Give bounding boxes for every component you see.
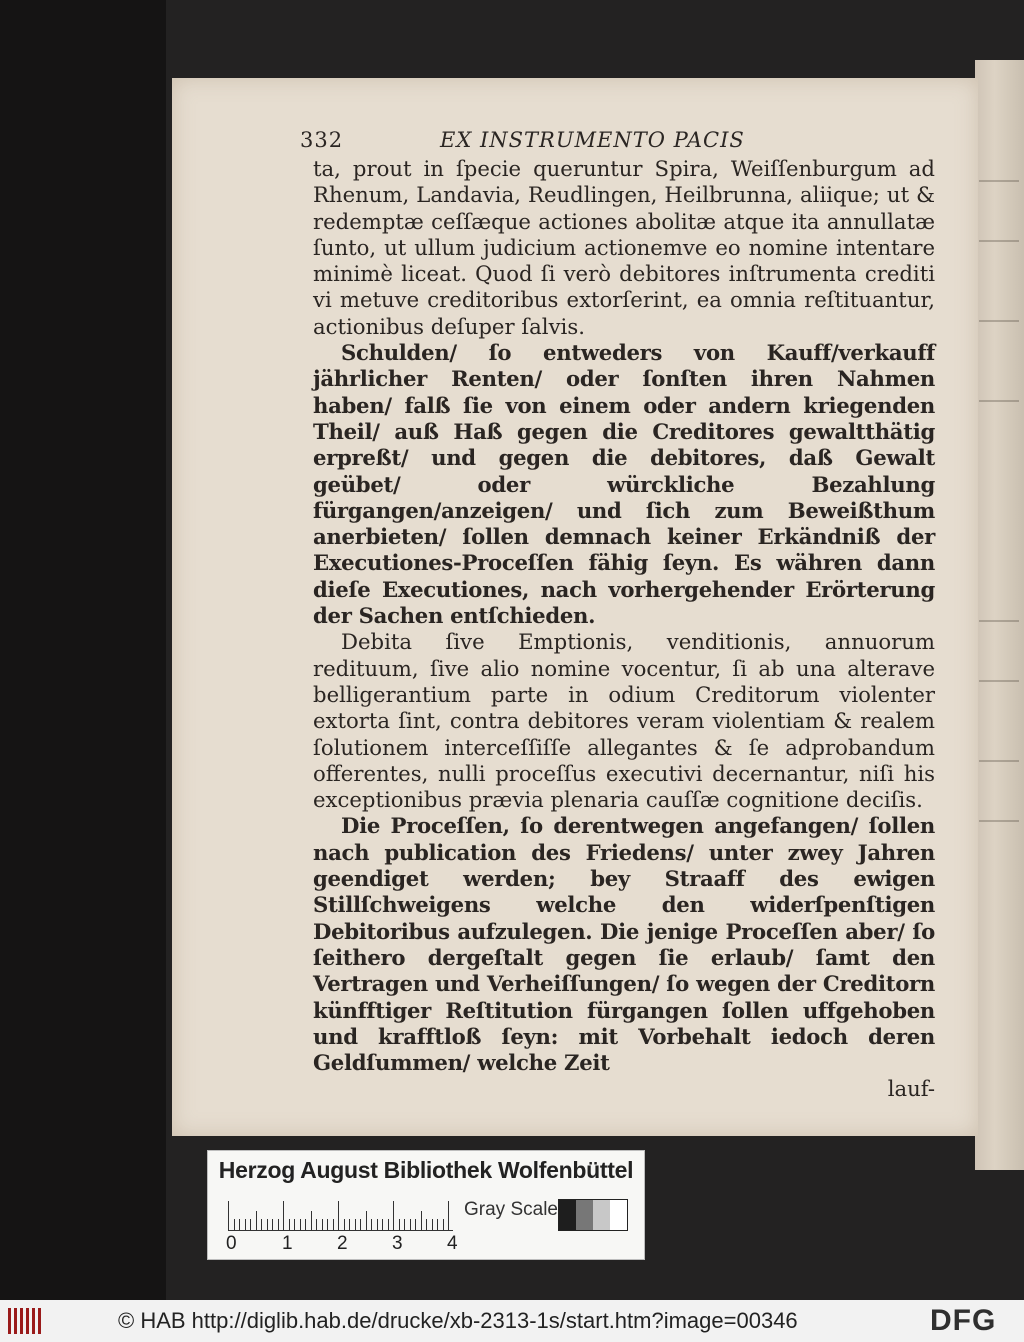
ruler-tick <box>228 1201 229 1231</box>
catchword: lauf- <box>887 1076 935 1102</box>
ruler-tick <box>344 1219 345 1231</box>
ruler-tick <box>272 1219 273 1231</box>
ruler-tick <box>267 1219 268 1231</box>
ruler-tick <box>338 1201 339 1231</box>
ruler-number: 3 <box>392 1233 403 1254</box>
footer-bar <box>0 1300 1024 1342</box>
ruler-tick <box>382 1219 383 1231</box>
ruler <box>228 1195 453 1231</box>
gray-swatches <box>558 1199 628 1231</box>
hab-logo-icon <box>8 1308 42 1334</box>
ruler-tick <box>393 1201 394 1231</box>
ruler-tick <box>443 1219 444 1231</box>
ruler-tick <box>234 1219 235 1231</box>
source-link[interactable]: © HAB http://diglib.hab.de/drucke/xb-2313-1s/start.htm?image=00346 <box>118 1308 798 1333</box>
paragraph-german-2: Die Proceſſen, ſo derentwegen angefangen/ ſollen nach publication des Friedens/ unter zwey Jahren geendiget werden; bey Straaff des ewigen Stillſchweigens welche den widerſpenſtigen Debitoribus aufzulegen. Die jenige Proceſſen aber/ ſo ſeithero dergeſtalt gegen ſie erlaub/ ſamt den Vertragen und Verheiſſungen/ ſo wegen der Creditorn künfftiger Reſtitution fürgangen ſollen uffgehoben und krafftloß ſeyn: mit Vorbehalt iedoch deren Geldſummen/ welche Zeit <box>313 813 935 1076</box>
ruler-tick <box>437 1219 438 1231</box>
ruler-tick <box>245 1219 246 1231</box>
gray-scale-target <box>207 1150 645 1260</box>
ruler-tick <box>371 1219 372 1231</box>
ruler-number: 2 <box>337 1233 348 1254</box>
ruler-number: 0 <box>226 1233 237 1254</box>
ruler-tick <box>333 1219 334 1231</box>
ruler-tick <box>322 1219 323 1231</box>
ruler-tick <box>415 1219 416 1231</box>
ruler-number: 1 <box>282 1233 293 1254</box>
institution-name: Herzog August Bibliothek Wolfenbüttel <box>218 1157 634 1183</box>
page-header <box>300 128 940 154</box>
ruler-tick <box>388 1219 389 1231</box>
ruler-tick <box>316 1219 317 1231</box>
dfg-logo: DFG <box>930 1304 997 1337</box>
ruler-tick <box>289 1219 290 1231</box>
gray-scale-label: Gray Scale <box>464 1199 558 1220</box>
ruler-tick <box>349 1219 350 1231</box>
ruler-tick <box>426 1219 427 1231</box>
ruler-tick <box>360 1219 361 1231</box>
ruler-tick <box>404 1219 405 1231</box>
paragraph-german-1: Schulden/ ſo entweders von Kauff/verkauff jährlicher Renten/ oder ſonſten ihren Nahmen haben/ falß ſie von einem oder andern kriegenden Theil/ auß Haß gegen die Creditores gewaltthätig erpreßt/ und gegen die debitores, daß Gewalt geübet/ oder würckliche Bezahlung fürgangen/anzeigen/ und ſich zum Beweißthum anerbieten/ ſollen demnach keiner Erkändniß der Executiones-Proceſſen fähig ſeyn. Es währen dann dieſe Executiones, nach vorhergehender Erörterung der Sachen entſchieden. <box>313 340 935 629</box>
ruler-tick <box>256 1211 257 1231</box>
ruler-tick <box>283 1201 284 1231</box>
ruler-number: 4 <box>447 1233 458 1254</box>
ruler-tick <box>421 1211 422 1231</box>
running-title: EX INSTRUMENTO PACIS <box>440 128 745 152</box>
ruler-tick <box>294 1219 295 1231</box>
ruler-tick <box>410 1219 411 1231</box>
ruler-tick <box>278 1219 279 1231</box>
page-number: 332 <box>300 128 344 152</box>
paragraph-latin-2: Debita ſive Emptionis, venditionis, annuorum redituum, ſive alio nomine vocentur, ſi ab una alterave belligerantium parte in odium Creditorum violenter extorta ſint, contra debitores veram violentiam & realem ſolutionem interceſſiſſe allegantes & ſe adprobandum offerentes, nulli proceſſus executivi decernantur, niſi his exceptionibus prævia plenaria cauſſæ cognitione deciſis. <box>313 629 935 813</box>
page-body <box>313 156 935 1103</box>
ruler-tick <box>239 1219 240 1231</box>
ruler-tick <box>432 1219 433 1231</box>
ruler-tick <box>355 1219 356 1231</box>
ruler-tick <box>327 1219 328 1231</box>
ruler-tick <box>311 1211 312 1231</box>
ruler-numbers <box>222 1233 462 1255</box>
adjacent-page-edge <box>975 60 1024 1170</box>
ruler-tick <box>399 1219 400 1231</box>
ruler-tick <box>261 1219 262 1231</box>
ruler-tick <box>377 1219 378 1231</box>
ruler-tick <box>300 1219 301 1231</box>
paragraph-latin-1: ta, prout in ſpecie queruntur Spira, Weiſſenburgum ad Rhenum, Landavia, Reudlingen, Heilbrunna, aliique; ut & redemptæ ceſſæque actiones abolitæ atque ita annullatæ ſunto, ut ullum judicium actionemve eo nomine intentare minimè liceat. Quod ſi verò debitores inſtrumenta crediti vi metuve creditoribus extorſerint, ea omnia reſtituantur, actionibus deſuper ſalvis. <box>313 156 935 339</box>
ruler-tick <box>448 1201 449 1231</box>
ruler-tick <box>305 1219 306 1231</box>
ruler-tick <box>250 1219 251 1231</box>
ruler-tick <box>366 1211 367 1231</box>
